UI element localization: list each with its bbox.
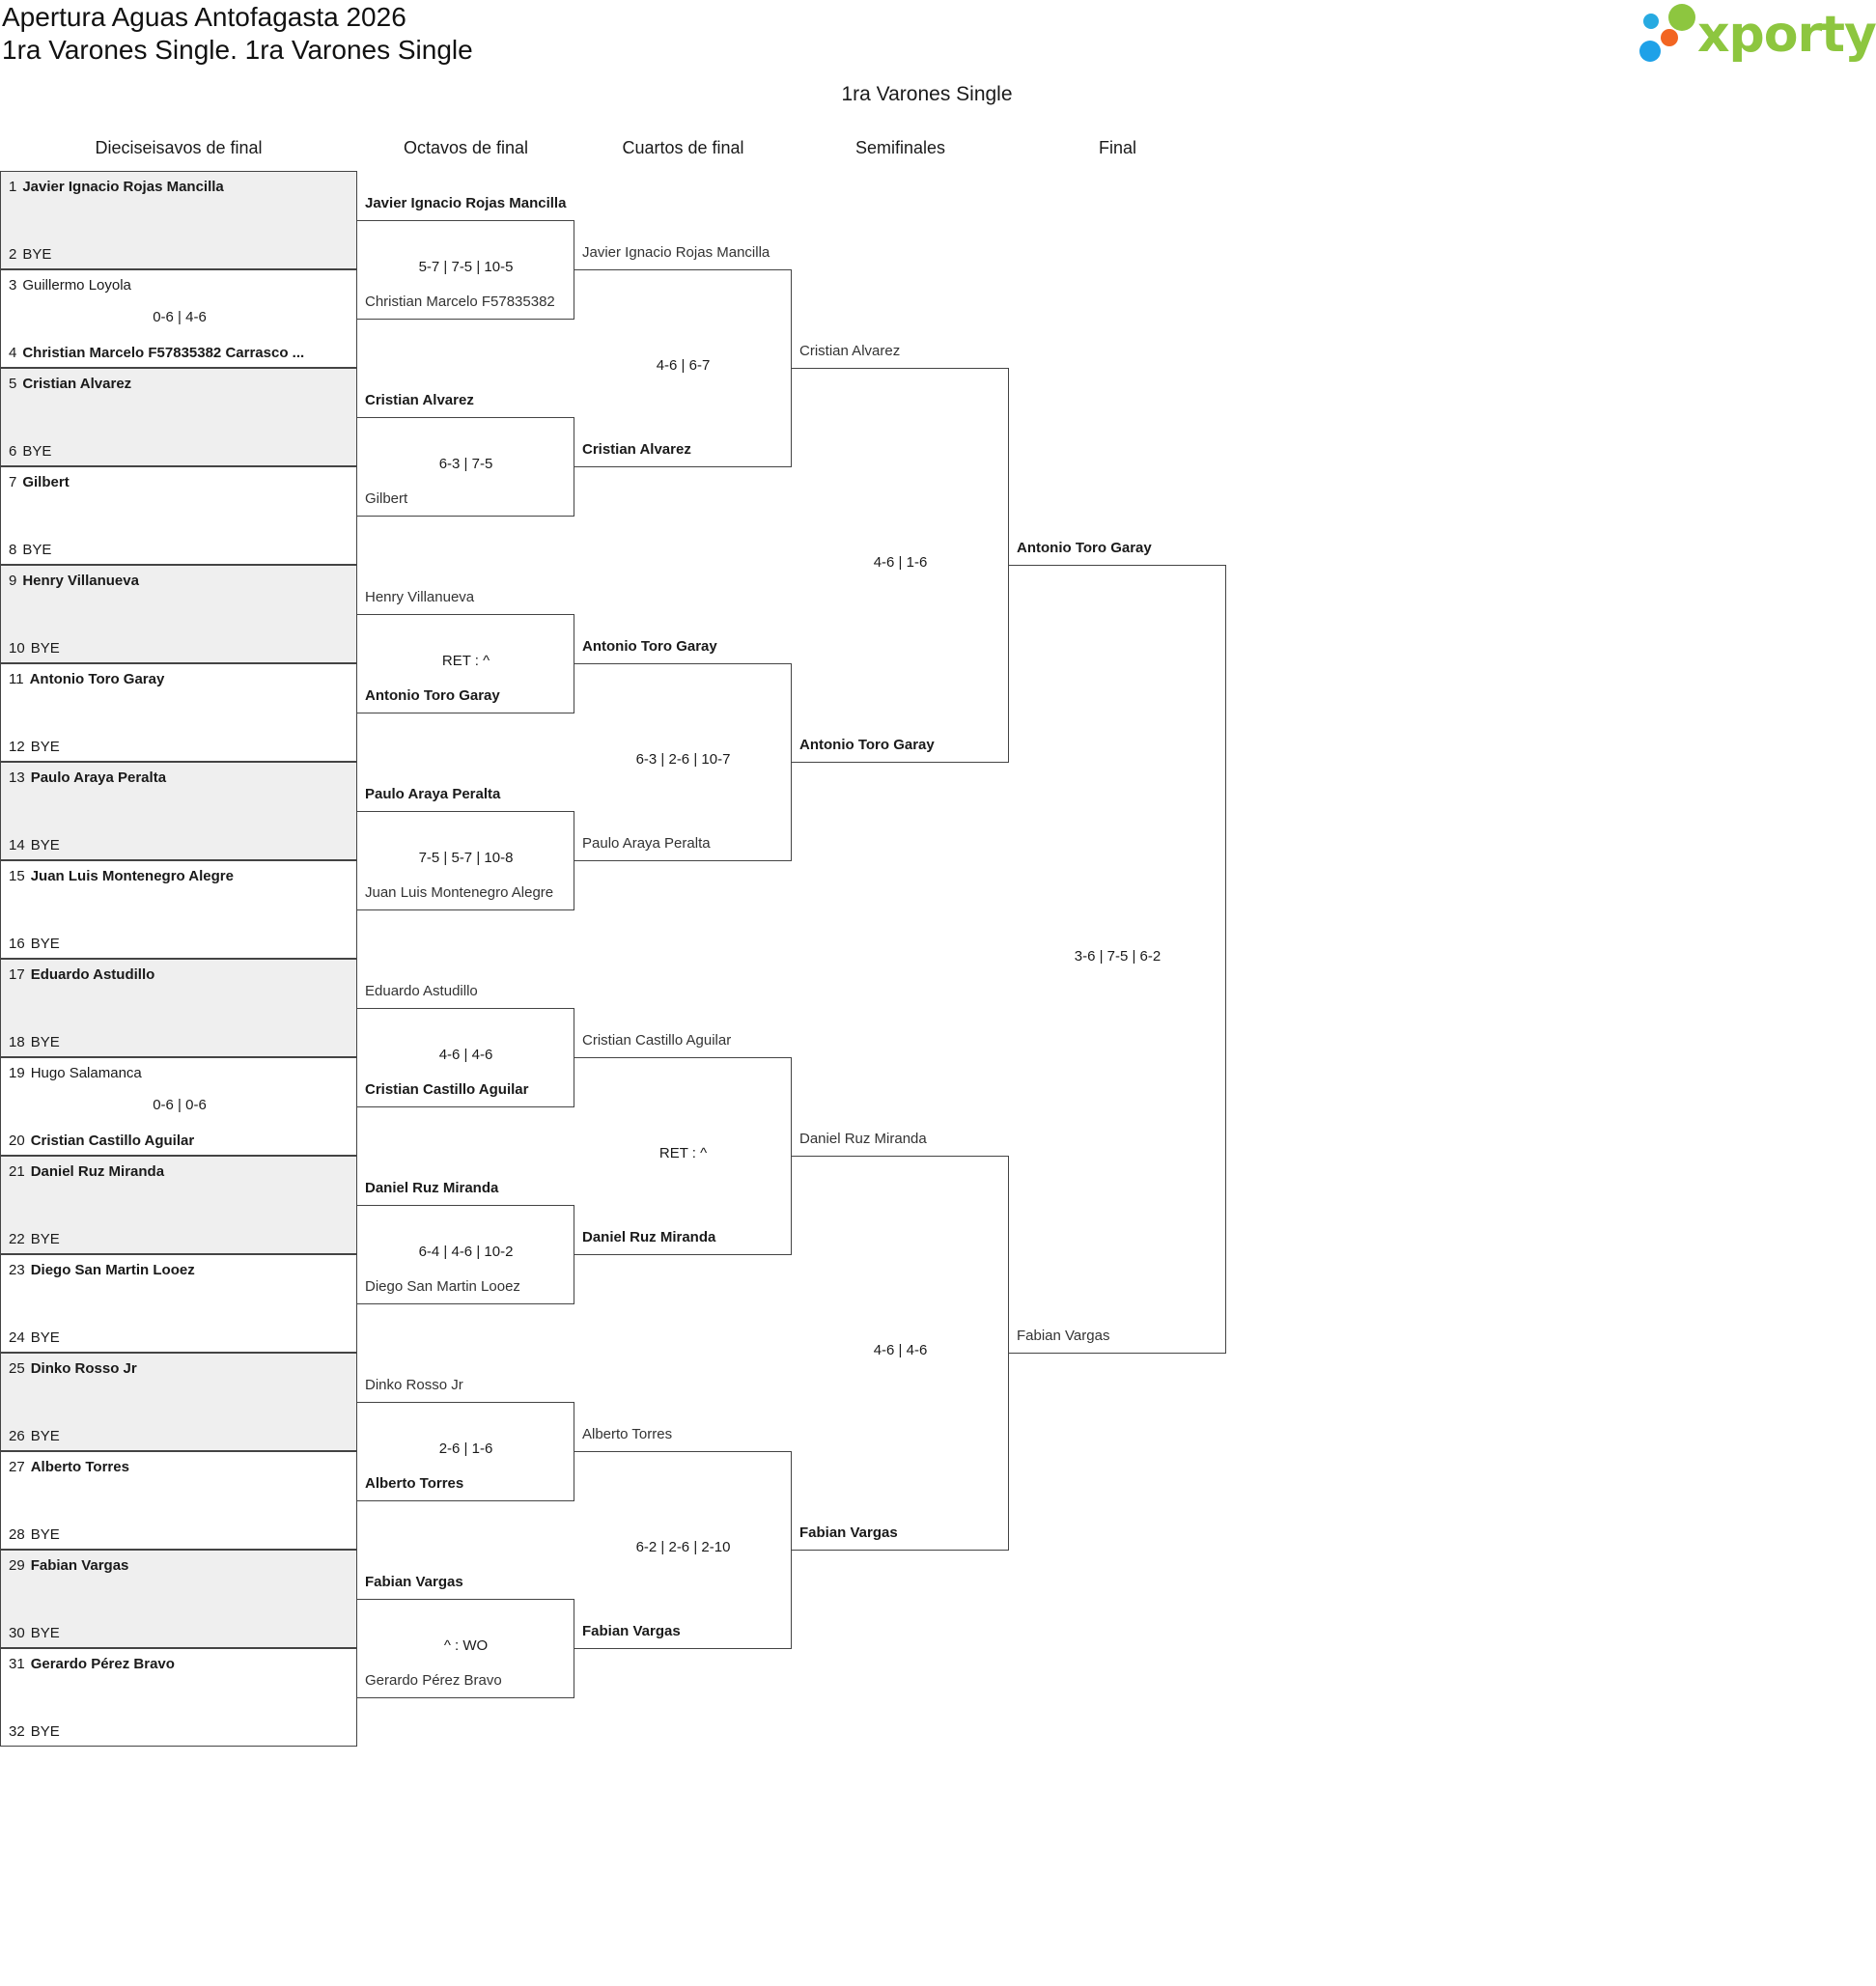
advancing-player-name[interactable]: Daniel Ruz Miranda bbox=[582, 1229, 716, 1245]
advancing-player-name[interactable]: Cristian Castillo Aguilar bbox=[582, 1032, 732, 1049]
advancing-player-name[interactable]: Juan Luis Montenegro Alegre bbox=[365, 884, 554, 901]
player-entry[interactable] bbox=[9, 474, 70, 490]
seed-number: 22 bbox=[9, 1231, 25, 1247]
advancing-player-name[interactable]: Fabian Vargas bbox=[1017, 1328, 1110, 1344]
player-entry[interactable] bbox=[9, 443, 51, 460]
match-score: 7-5 | 5-7 | 10-8 bbox=[418, 850, 514, 866]
player-entry[interactable] bbox=[9, 1133, 194, 1149]
player-name[interactable]: Antonio Toro Garay bbox=[29, 671, 165, 687]
seed-number: 32 bbox=[9, 1723, 25, 1740]
player-name[interactable]: Alberto Torres bbox=[30, 1459, 129, 1475]
player-entry[interactable] bbox=[9, 1459, 129, 1475]
advancing-player-name[interactable]: Cristian Alvarez bbox=[582, 441, 691, 458]
match-box-r1[interactable] bbox=[0, 1648, 357, 1747]
player-entry[interactable] bbox=[9, 1065, 142, 1081]
player-name[interactable]: Dinko Rosso Jr bbox=[30, 1360, 137, 1377]
player-entry[interactable] bbox=[9, 1526, 60, 1543]
match-score: 4-6 | 1-6 bbox=[873, 554, 928, 571]
advancing-player-name[interactable]: Paulo Araya Peralta bbox=[365, 786, 501, 802]
seed-number: 25 bbox=[9, 1360, 25, 1377]
player-name[interactable]: BYE bbox=[30, 1231, 60, 1247]
player-name[interactable]: Fabian Vargas bbox=[30, 1557, 129, 1574]
seed-number: 31 bbox=[9, 1656, 25, 1672]
match-box-r1[interactable] bbox=[0, 663, 357, 762]
player-entry[interactable] bbox=[9, 1723, 60, 1740]
player-name[interactable]: Guillermo Loyola bbox=[22, 277, 131, 294]
match-score: RET : ^ bbox=[441, 653, 490, 669]
logo-wordmark: xporty bbox=[1697, 6, 1876, 64]
seed-number: 24 bbox=[9, 1329, 25, 1346]
player-name[interactable]: BYE bbox=[30, 936, 60, 952]
match-score: 6-2 | 2-6 | 2-10 bbox=[635, 1539, 731, 1555]
advancing-player-name[interactable]: Fabian Vargas bbox=[582, 1623, 681, 1639]
advancing-player-name[interactable]: Christian Marcelo F57835382 bbox=[365, 294, 555, 310]
player-entry[interactable] bbox=[9, 277, 131, 294]
player-entry[interactable] bbox=[9, 1625, 60, 1641]
advancing-player-name[interactable]: Cristian Alvarez bbox=[799, 343, 901, 359]
match-score: 0-6 | 4-6 bbox=[153, 309, 207, 325]
player-entry[interactable] bbox=[9, 1231, 60, 1247]
match-score: 6-3 | 7-5 bbox=[438, 456, 493, 472]
advancing-player-name[interactable]: Eduardo Astudillo bbox=[365, 983, 478, 999]
player-name[interactable]: Juan Luis Montenegro Alegre bbox=[30, 868, 234, 884]
match-score: 4-6 | 4-6 bbox=[438, 1047, 493, 1063]
round-header-3: Cuartos de final bbox=[622, 138, 744, 157]
seed-number: 7 bbox=[9, 474, 17, 490]
seed-number: 10 bbox=[9, 640, 25, 657]
seed-number: 11 bbox=[9, 671, 24, 687]
seed-number: 14 bbox=[9, 837, 25, 853]
advancing-player-name[interactable]: Fabian Vargas bbox=[799, 1524, 898, 1541]
player-name[interactable]: Cristian Castillo Aguilar bbox=[30, 1133, 195, 1149]
advancing-player-name[interactable]: Daniel Ruz Miranda bbox=[365, 1180, 499, 1196]
player-entry[interactable] bbox=[9, 542, 51, 558]
player-name[interactable]: Gilbert bbox=[22, 474, 70, 490]
player-name[interactable]: BYE bbox=[30, 1034, 60, 1050]
match-box-r1[interactable] bbox=[0, 466, 357, 565]
player-name[interactable]: BYE bbox=[30, 1428, 60, 1444]
player-name[interactable]: Henry Villanueva bbox=[22, 573, 139, 589]
tournament-title: Apertura Aguas Antofagasta 2026 bbox=[2, 2, 406, 32]
player-name[interactable]: BYE bbox=[22, 246, 52, 263]
match-box-r1[interactable] bbox=[0, 959, 357, 1057]
seed-number: 13 bbox=[9, 769, 25, 786]
advancing-player-name[interactable]: Antonio Toro Garay bbox=[365, 687, 500, 704]
player-name[interactable]: Cristian Alvarez bbox=[22, 376, 132, 392]
match-box-r1[interactable] bbox=[0, 762, 357, 860]
round-header-5: Final bbox=[1098, 138, 1136, 157]
player-name[interactable]: BYE bbox=[30, 1526, 60, 1543]
match-box-r1[interactable] bbox=[0, 1057, 357, 1156]
advancing-player-name[interactable]: Diego San Martin Looez bbox=[365, 1278, 520, 1295]
round-header-4: Semifinales bbox=[854, 138, 946, 157]
seed-number: 9 bbox=[9, 573, 17, 589]
match-score: 4-6 | 4-6 bbox=[873, 1342, 928, 1358]
player-name[interactable]: Javier Ignacio Rojas Mancilla bbox=[22, 179, 224, 195]
match-box-r1[interactable] bbox=[0, 368, 357, 466]
player-entry[interactable] bbox=[9, 966, 154, 983]
player-name[interactable]: BYE bbox=[22, 542, 52, 558]
player-entry[interactable] bbox=[9, 837, 60, 853]
match-box-r1[interactable] bbox=[0, 1451, 357, 1550]
player-entry[interactable] bbox=[9, 1262, 195, 1278]
advancing-player-name[interactable]: Antonio Toro Garay bbox=[582, 638, 717, 655]
player-entry[interactable] bbox=[9, 1428, 60, 1444]
player-name[interactable]: Christian Marcelo F57835382 Carrasco ... bbox=[22, 345, 305, 361]
round-header-2: Octavos de final bbox=[403, 138, 529, 157]
match-box-r1[interactable] bbox=[0, 269, 357, 368]
advancing-player-name[interactable]: Javier Ignacio Rojas Mancilla bbox=[582, 244, 770, 261]
match-score: 0-6 | 0-6 bbox=[153, 1097, 207, 1113]
player-entry[interactable] bbox=[9, 1360, 137, 1377]
player-name[interactable]: Daniel Ruz Miranda bbox=[30, 1163, 165, 1180]
match-box-r1[interactable] bbox=[0, 1550, 357, 1648]
advancing-player-name[interactable]: Antonio Toro Garay bbox=[1017, 540, 1152, 556]
player-entry[interactable] bbox=[9, 376, 131, 392]
player-entry[interactable] bbox=[9, 179, 224, 195]
match-score: ^ : WO bbox=[443, 1637, 489, 1654]
match-score: 5-7 | 7-5 | 10-5 bbox=[418, 259, 514, 275]
match-box-r1[interactable] bbox=[0, 1254, 357, 1353]
player-name[interactable]: BYE bbox=[30, 739, 60, 755]
match-score: 6-3 | 2-6 | 10-7 bbox=[635, 751, 731, 768]
advancing-player-name[interactable]: Cristian Alvarez bbox=[365, 392, 474, 408]
advancing-player-name[interactable]: Henry Villanueva bbox=[365, 589, 475, 605]
player-name[interactable]: Paulo Araya Peralta bbox=[30, 769, 167, 786]
seed-number: 5 bbox=[9, 376, 17, 392]
player-name[interactable]: BYE bbox=[30, 837, 60, 853]
seed-number: 2 bbox=[9, 246, 17, 263]
player-name[interactable]: BYE bbox=[30, 1625, 60, 1641]
player-entry[interactable] bbox=[9, 1557, 128, 1574]
player-name[interactable]: Eduardo Astudillo bbox=[30, 966, 155, 983]
seed-number: 29 bbox=[9, 1557, 25, 1574]
match-box-r1[interactable] bbox=[0, 860, 357, 959]
seed-number: 8 bbox=[9, 542, 17, 558]
advancing-player-name[interactable]: Paulo Araya Peralta bbox=[582, 835, 711, 852]
player-entry[interactable] bbox=[9, 1034, 60, 1050]
advancing-player-name[interactable]: Fabian Vargas bbox=[365, 1574, 463, 1590]
seed-number: 20 bbox=[9, 1133, 25, 1149]
match-score: 2-6 | 1-6 bbox=[438, 1441, 493, 1457]
seed-number: 4 bbox=[9, 345, 17, 361]
player-entry[interactable] bbox=[9, 573, 139, 589]
player-entry[interactable] bbox=[9, 1163, 164, 1180]
seed-number: 26 bbox=[9, 1428, 25, 1444]
match-box-r1[interactable] bbox=[0, 565, 357, 663]
seed-number: 6 bbox=[9, 443, 17, 460]
match-score: 3-6 | 7-5 | 6-2 bbox=[1074, 948, 1162, 965]
player-entry[interactable] bbox=[9, 1329, 60, 1346]
player-entry[interactable] bbox=[9, 739, 60, 755]
match-score: 4-6 | 6-7 bbox=[656, 357, 711, 374]
player-entry[interactable] bbox=[9, 936, 60, 952]
match-box-r1[interactable] bbox=[0, 1156, 357, 1254]
seed-number: 21 bbox=[9, 1163, 25, 1180]
player-entry[interactable] bbox=[9, 1656, 175, 1672]
player-name[interactable]: BYE bbox=[30, 1329, 60, 1346]
seed-number: 12 bbox=[9, 739, 25, 755]
player-name[interactable]: BYE bbox=[30, 1723, 60, 1740]
player-entry[interactable] bbox=[9, 868, 234, 884]
category-title: 1ra Varones Single. 1ra Varones Single bbox=[2, 35, 473, 65]
player-name[interactable]: BYE bbox=[30, 640, 60, 657]
seed-number: 15 bbox=[9, 868, 25, 884]
player-entry[interactable] bbox=[9, 671, 164, 687]
match-score: RET : ^ bbox=[658, 1145, 708, 1161]
bracket-title: 1ra Varones Single bbox=[841, 83, 1013, 105]
player-name[interactable]: Hugo Salamanca bbox=[30, 1065, 142, 1081]
advancing-player-name[interactable]: Cristian Castillo Aguilar bbox=[365, 1081, 529, 1098]
player-entry[interactable] bbox=[9, 640, 60, 657]
player-entry[interactable] bbox=[9, 345, 304, 361]
advancing-player-name[interactable]: Antonio Toro Garay bbox=[799, 737, 935, 753]
advancing-player-name[interactable]: Javier Ignacio Rojas Mancilla bbox=[365, 195, 567, 211]
advancing-player-name[interactable]: Daniel Ruz Miranda bbox=[799, 1131, 927, 1147]
round-header-1: Dieciseisavos de final bbox=[95, 138, 263, 157]
seed-number: 28 bbox=[9, 1526, 25, 1543]
player-entry[interactable] bbox=[9, 769, 166, 786]
match-score: 6-4 | 4-6 | 10-2 bbox=[418, 1244, 514, 1260]
seed-number: 17 bbox=[9, 966, 25, 983]
player-entry[interactable] bbox=[9, 246, 51, 263]
advancing-player-name[interactable]: Gilbert bbox=[365, 490, 408, 507]
seed-number: 23 bbox=[9, 1262, 25, 1278]
seed-number: 30 bbox=[9, 1625, 25, 1641]
advancing-player-name[interactable]: Gerardo Pérez Bravo bbox=[365, 1672, 502, 1689]
seed-number: 1 bbox=[9, 179, 17, 195]
player-name[interactable]: Gerardo Pérez Bravo bbox=[30, 1656, 175, 1672]
player-name[interactable]: Diego San Martin Looez bbox=[30, 1262, 195, 1278]
player-name[interactable]: BYE bbox=[22, 443, 52, 460]
seed-number: 27 bbox=[9, 1459, 25, 1475]
advancing-player-name[interactable]: Alberto Torres bbox=[365, 1475, 464, 1492]
match-box-r1[interactable] bbox=[0, 171, 357, 269]
seed-number: 19 bbox=[9, 1065, 25, 1081]
seed-number: 18 bbox=[9, 1034, 25, 1050]
seed-number: 3 bbox=[9, 277, 17, 294]
advancing-player-name[interactable]: Alberto Torres bbox=[582, 1426, 673, 1442]
advancing-player-name[interactable]: Dinko Rosso Jr bbox=[365, 1377, 463, 1393]
seed-number: 16 bbox=[9, 936, 25, 952]
match-box-r1[interactable] bbox=[0, 1353, 357, 1451]
